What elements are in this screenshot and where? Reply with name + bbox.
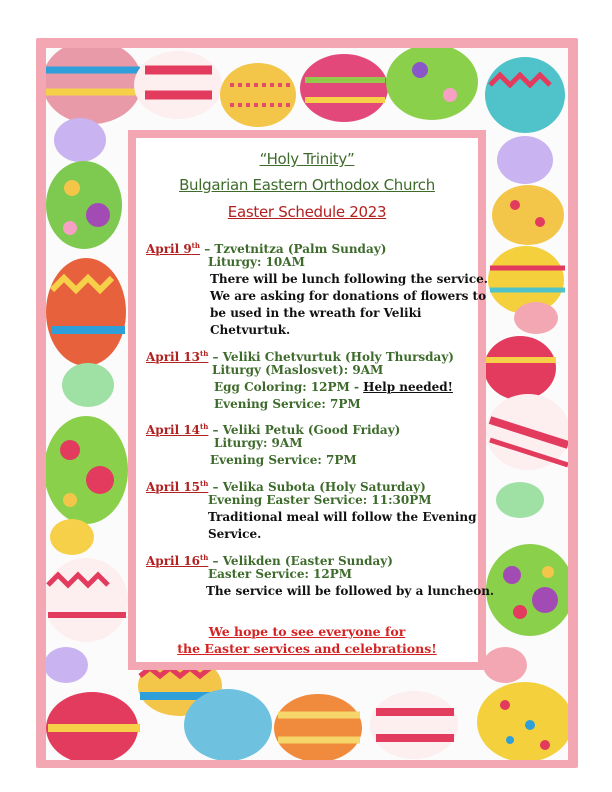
event-line: Liturgy: 9AM [214,436,303,450]
church-name: Bulgarian Eastern Orthodox Church [179,176,435,194]
event-title: – Veliki Chetvurtuk (Holy Thursday) [212,350,454,364]
event-line: Evening Easter Service: 11:30PM [208,493,432,507]
event-title: – Veliki Petuk (Good Friday) [212,423,401,437]
event-line: Liturgy: 10AM [208,255,305,269]
easter-egg-icon [44,558,128,642]
easter-egg-icon [220,63,296,127]
event-line: Liturgy (Maslosvet): 9AM [212,363,384,377]
event-line: Evening Service: 7PM [210,453,357,467]
closing-line-1: We hope to see everyone for [208,624,406,639]
easter-egg-icon [492,185,564,245]
easter-egg-icon [386,44,478,120]
event-note: We are asking for donations of flowers to [210,289,487,303]
easter-egg-icon [300,54,388,122]
event-title: – Velika Subota (Holy Saturday) [212,480,426,494]
event-note: Traditional meal will follow the Evening [208,510,477,524]
event-note: The service will be followed by a luncheon. [206,584,495,598]
easter-egg-icon [50,519,94,555]
event-title: – Tzvetnitza (Palm Sunday) [204,242,387,256]
easter-egg-icon [514,302,558,334]
easter-egg-icon [486,544,574,636]
event-note: be used in the wreath for Veliki [210,306,422,320]
easter-egg-icon [483,647,527,683]
easter-egg-icon [44,647,88,683]
event-date: April 9th [146,241,200,256]
easter-egg-icon [184,689,272,761]
easter-egg-icon [496,482,544,518]
event-date: April 16th [146,553,209,568]
easter-egg-icon [44,416,128,524]
easter-egg-icon [485,57,565,133]
help-needed-link[interactable]: Help needed! [363,380,453,394]
easter-egg-icon [54,118,106,162]
event-date: April 13th [146,349,209,364]
schedule-title: Easter Schedule 2023 [227,203,387,221]
event-note: Service. [208,527,262,541]
easter-egg-icon [134,51,222,119]
closing-line-2: the Easter services and celebrations! [177,641,437,656]
easter-egg-icon [46,258,126,366]
easter-egg-icon [274,694,362,762]
event-line: Egg Coloring: 12PM - Help needed! [214,380,453,394]
easter-egg-icon [497,136,553,184]
event-date: April 15th [146,479,209,494]
event-title: – Velikden (Easter Sunday) [212,554,393,568]
easter-egg-icon [62,363,114,407]
easter-egg-icon [484,336,556,400]
easter-egg-icon [46,161,122,249]
event-line: Easter Service: 12PM [208,567,353,581]
easter-egg-icon [477,682,573,762]
event-note: There will be lunch following the service. [210,272,488,286]
church-name-quoted: “Holy Trinity” [259,150,355,168]
event-note: Chetvurtuk. [210,323,291,337]
easter-egg-icon [370,691,458,759]
event-line: Evening Service: 7PM [214,397,361,411]
event-date: April 14th [146,422,209,437]
easter-egg-icon [42,40,142,124]
